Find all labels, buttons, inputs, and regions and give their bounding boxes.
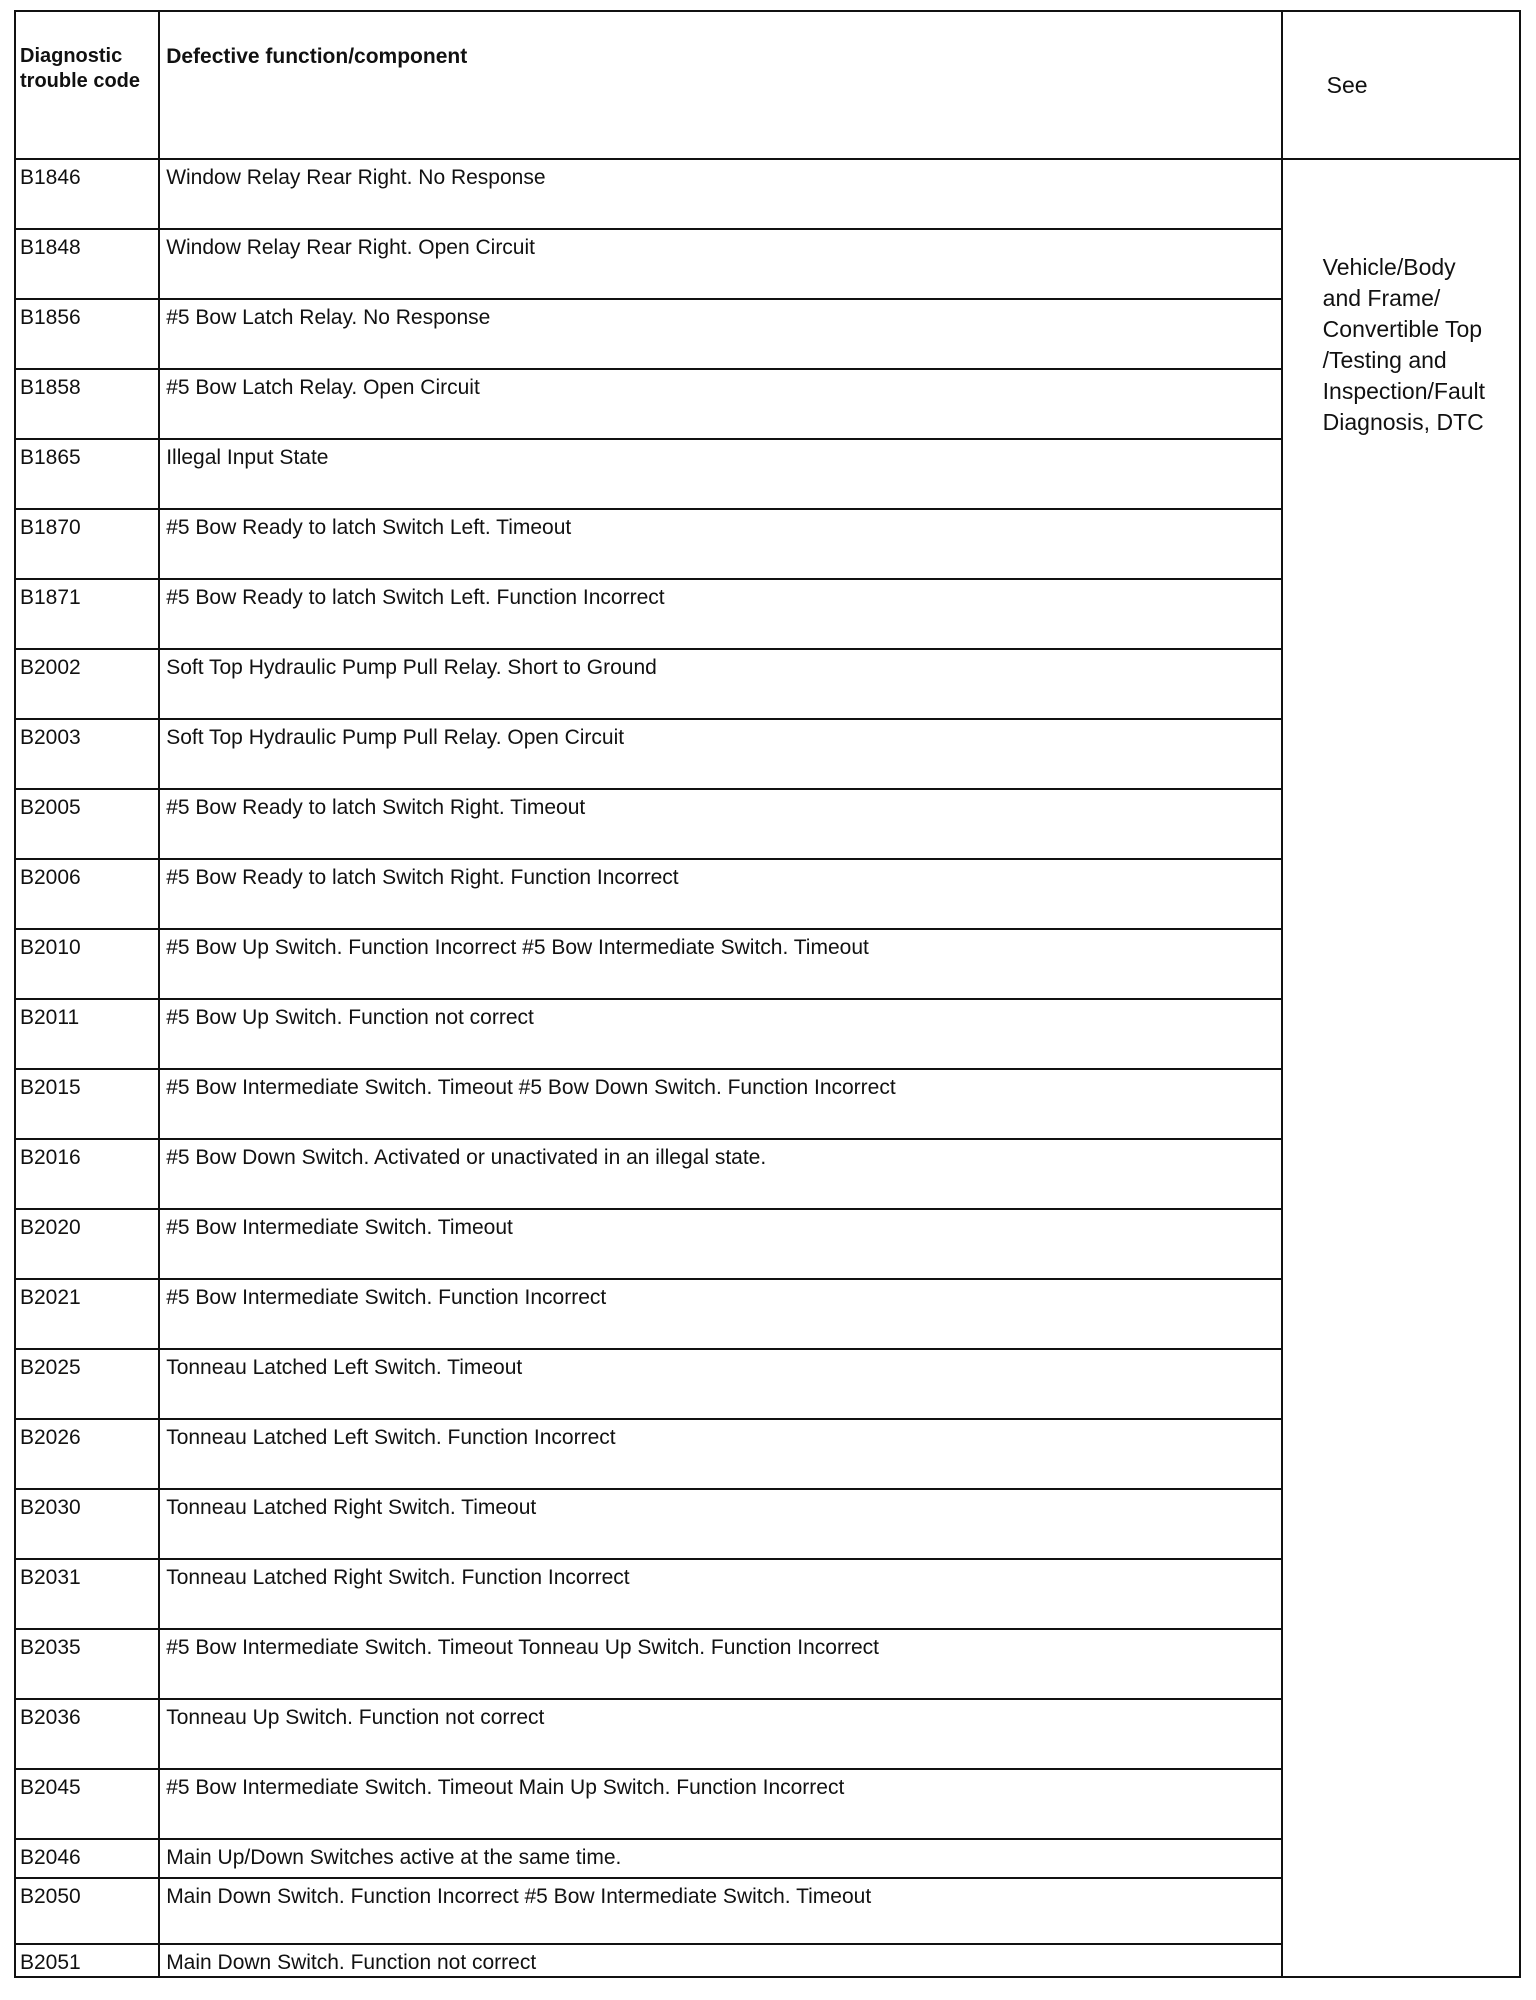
dtc-description-cell: #5 Bow Ready to latch Switch Left. Timeout bbox=[159, 509, 1281, 579]
dtc-description-cell: Main Down Switch. Function not correct bbox=[159, 1944, 1281, 1977]
dtc-description-cell: Illegal Input State bbox=[159, 439, 1281, 509]
dtc-description-cell: #5 Bow Latch Relay. No Response bbox=[159, 299, 1281, 369]
dtc-code-cell: B2045 bbox=[15, 1769, 159, 1839]
table-header-row bbox=[15, 11, 1520, 159]
dtc-description-cell: #5 Bow Up Switch. Function not correct bbox=[159, 999, 1281, 1069]
dtc-code-cell: B2015 bbox=[15, 1069, 159, 1139]
dtc-code-cell: B2046 bbox=[15, 1839, 159, 1878]
dtc-code-cell: B2011 bbox=[15, 999, 159, 1069]
dtc-code-cell: B2005 bbox=[15, 789, 159, 859]
dtc-code-cell: B1871 bbox=[15, 579, 159, 649]
dtc-code-cell: B2020 bbox=[15, 1209, 159, 1279]
dtc-description-cell: #5 Bow Intermediate Switch. Timeout Main Up Switch. Function Incorrect bbox=[159, 1769, 1281, 1839]
dtc-description-cell: #5 Bow Intermediate Switch. Function Incorrect bbox=[159, 1279, 1281, 1349]
dtc-code-cell: B1856 bbox=[15, 299, 159, 369]
dtc-description-cell: #5 Bow Ready to latch Switch Right. Function Incorrect bbox=[159, 859, 1281, 929]
dtc-code-cell: B2031 bbox=[15, 1559, 159, 1629]
table-body bbox=[15, 159, 1520, 1977]
header-code: Diagnostic trouble code bbox=[15, 11, 159, 159]
dtc-description-cell: Tonneau Up Switch. Function not correct bbox=[159, 1699, 1281, 1769]
dtc-description-cell: Tonneau Latched Left Switch. Function Incorrect bbox=[159, 1419, 1281, 1489]
dtc-description-cell: #5 Bow Intermediate Switch. Timeout bbox=[159, 1209, 1281, 1279]
dtc-code-cell: B2035 bbox=[15, 1629, 159, 1699]
dtc-description-cell: Window Relay Rear Right. Open Circuit bbox=[159, 229, 1281, 299]
dtc-description-cell: Tonneau Latched Right Switch. Timeout bbox=[159, 1489, 1281, 1559]
dtc-code-cell: B2010 bbox=[15, 929, 159, 999]
dtc-description-cell: Main Up/Down Switches active at the same time. bbox=[159, 1839, 1281, 1878]
dtc-code-cell: B1858 bbox=[15, 369, 159, 439]
dtc-description-cell: Soft Top Hydraulic Pump Pull Relay. Open Circuit bbox=[159, 719, 1281, 789]
dtc-description-cell: #5 Bow Intermediate Switch. Timeout Tonneau Up Switch. Function Incorrect bbox=[159, 1629, 1281, 1699]
see-reference-cell: Vehicle/Body and Frame/ Convertible Top /Testing and Inspection/Fault Diagnosis, DTC bbox=[1282, 159, 1520, 1977]
dtc-description-cell: Tonneau Latched Right Switch. Function Incorrect bbox=[159, 1559, 1281, 1629]
dtc-description-cell: Main Down Switch. Function Incorrect #5 Bow Intermediate Switch. Timeout bbox=[159, 1878, 1281, 1944]
dtc-description-cell: Tonneau Latched Left Switch. Timeout bbox=[159, 1349, 1281, 1419]
dtc-description-cell: #5 Bow Down Switch. Activated or unactivated in an illegal state. bbox=[159, 1139, 1281, 1209]
dtc-code-cell: B2030 bbox=[15, 1489, 159, 1559]
dtc-code-cell: B1865 bbox=[15, 439, 159, 509]
dtc-description-cell: Window Relay Rear Right. No Response bbox=[159, 159, 1281, 229]
dtc-description-cell: #5 Bow Latch Relay. Open Circuit bbox=[159, 369, 1281, 439]
dtc-code-cell: B2003 bbox=[15, 719, 159, 789]
dtc-code-cell: B2002 bbox=[15, 649, 159, 719]
dtc-code-cell: B1870 bbox=[15, 509, 159, 579]
dtc-description-cell: Soft Top Hydraulic Pump Pull Relay. Short to Ground bbox=[159, 649, 1281, 719]
dtc-description-cell: #5 Bow Ready to latch Switch Left. Function Incorrect bbox=[159, 579, 1281, 649]
table-row bbox=[15, 159, 1520, 229]
dtc-description-cell: #5 Bow Ready to latch Switch Right. Timeout bbox=[159, 789, 1281, 859]
dtc-code-cell: B2036 bbox=[15, 1699, 159, 1769]
header-see: See bbox=[1282, 11, 1520, 159]
dtc-code-cell: B1848 bbox=[15, 229, 159, 299]
header-description: Defective function/component bbox=[159, 11, 1281, 159]
dtc-code-cell: B1846 bbox=[15, 159, 159, 229]
dtc-code-cell: B2021 bbox=[15, 1279, 159, 1349]
dtc-code-cell: B2025 bbox=[15, 1349, 159, 1419]
dtc-description-cell: #5 Bow Intermediate Switch. Timeout #5 Bow Down Switch. Function Incorrect bbox=[159, 1069, 1281, 1139]
dtc-table bbox=[14, 10, 1521, 1978]
dtc-code-cell: B2050 bbox=[15, 1878, 159, 1944]
dtc-code-cell: B2051 bbox=[15, 1944, 159, 1977]
dtc-code-cell: B2026 bbox=[15, 1419, 159, 1489]
dtc-code-cell: B2016 bbox=[15, 1139, 159, 1209]
dtc-description-cell: #5 Bow Up Switch. Function Incorrect #5 Bow Intermediate Switch. Timeout bbox=[159, 929, 1281, 999]
dtc-code-cell: B2006 bbox=[15, 859, 159, 929]
